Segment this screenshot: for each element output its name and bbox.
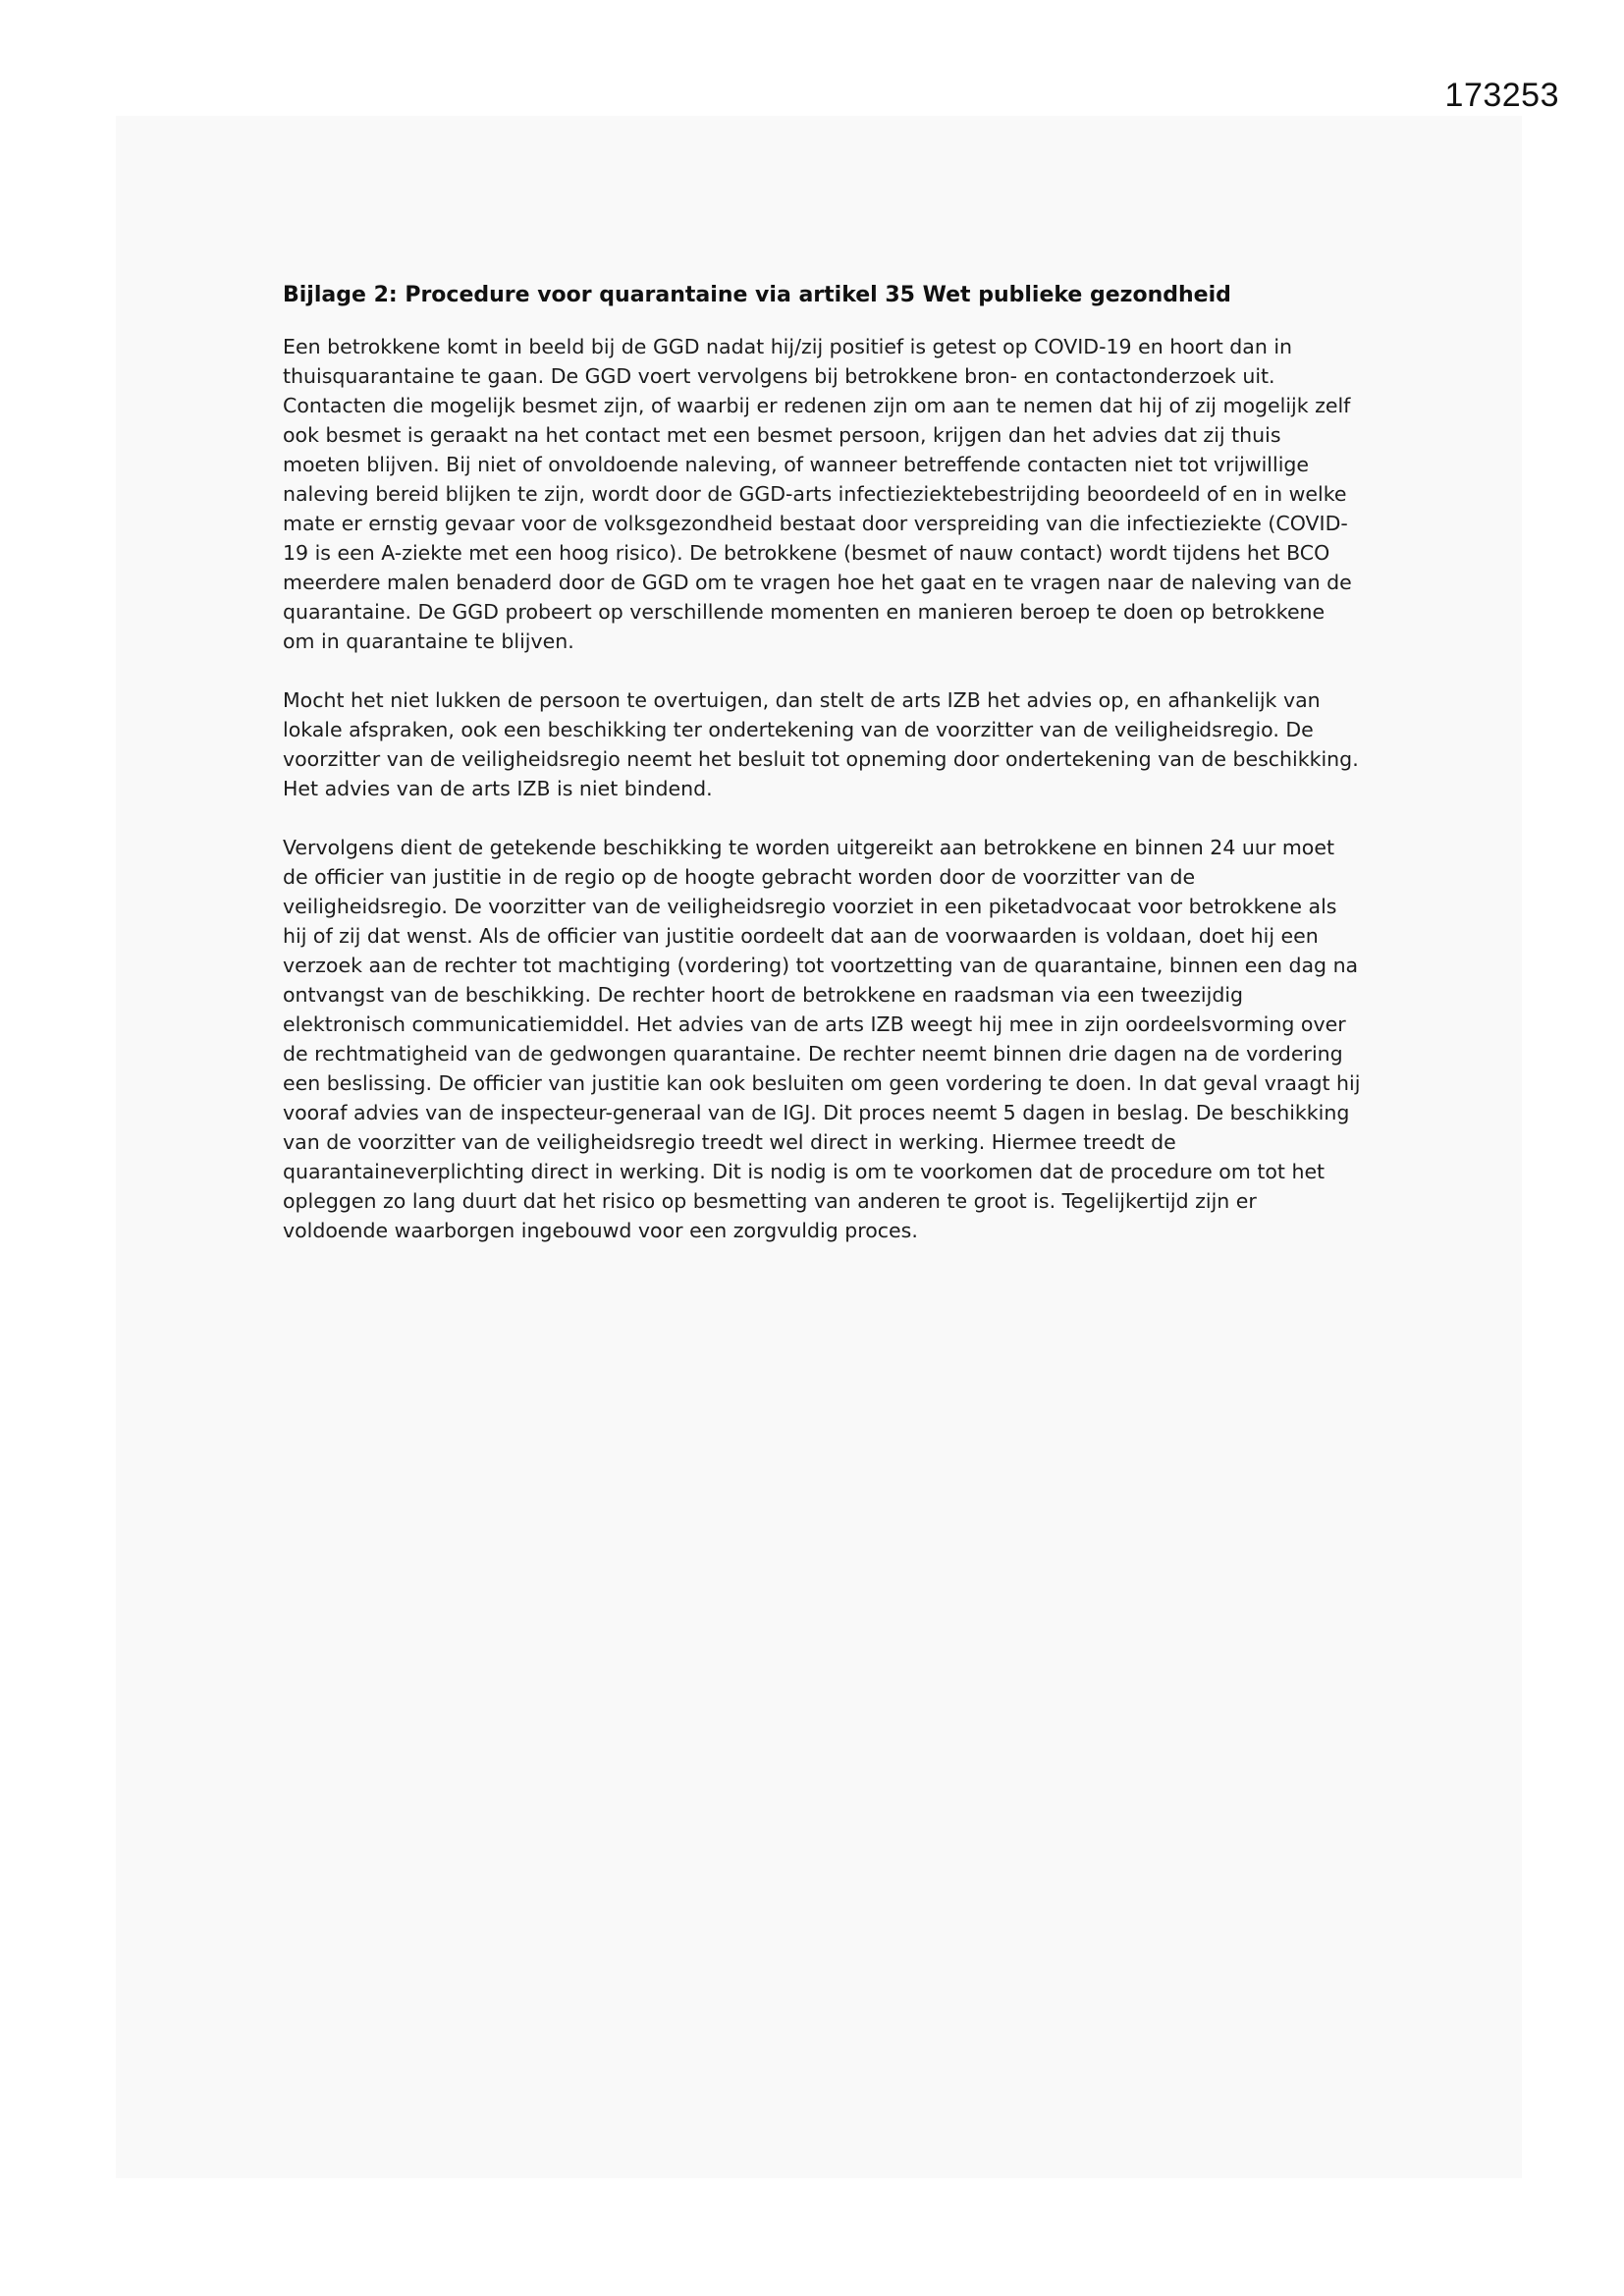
paragraph-judicial-review: Vervolgens dient de getekende beschikking te worden uitgereikt aan betrokkene en binnen 24 uur moet de officier van justitie in de regio op de hoogte gebracht worden door de voorzitter van de veiligheidsregio. De voorzitter van de veiligheidsregio voorziet in een piketadvocaat voor betrokkene als hij of zij dat wenst. Als de officier van justitie oordeelt dat aan de voorwaarden is voldaan, doet hij een verzoek aan de rechter tot machtiging (vordering) tot voortzetting van de quarantaine, binnen een dag na ontvangst van de beschikking. De rechter hoort de betrokkene en raadsman via een tweezijdig elektronisch communicatiemiddel. Het advies van de arts IZB weegt hij mee in zijn oordeelsvorming over de rechtmatigheid van de gedwongen quarantaine. De rechter neemt binnen drie dagen na de vordering een beslissing. De officier van justitie kan ook besluiten om geen vordering te doen. In dat geval vraagt hij vooraf advies van de inspecteur-generaal van de IGJ. Dit proces neemt 5 dagen in beslag. De beschikking van de voorzitter van de veiligheidsregio treedt wel direct in werking. Hiermee treedt de quarantaineverplichting direct in werking. Dit is nodig is om te voorkomen dat de procedure om tot het opleggen zo lang duurt dat het risico op besmetting van anderen te groot is. Tegelijkertijd zijn er voldoende waarborgen ingebouwd voor een zorgvuldig proces. xyxy=(283,836,1361,1242)
appendix-heading: Bijlage 2: Procedure voor quarantaine via artikel 35 Wet publieke gezondheid xyxy=(283,283,1231,307)
paragraph-advice-decision: Mocht het niet lukken de persoon te overtuigen, dan stelt de arts IZB het advies op, en afhankelijk van lokale afspraken, ook een beschikking ter ondertekening van de voorzitter van de veiligheidsregio. De voorzitter van de veiligheidsregio neemt het besluit tot opneming door ondertekening van de beschikking. Het advies van de arts IZB is niet bindend. xyxy=(283,688,1359,800)
document-number: 173253 xyxy=(1444,77,1559,114)
document-body xyxy=(283,281,1363,1275)
paragraph-bco-procedure: Een betrokkene komt in beeld bij de GGD nadat hij/zij positief is getest op COVID-19 en hoort dan in thuisquarantaine te gaan. De GGD voert vervolgens bij betrokkene bron- en contactonderzoek uit. Contacten die mogelijk besmet zijn, of waarbij er redenen zijn om aan te nemen dat hij of zij mogelijk zelf ook besmet is geraakt na het contact met een besmet persoon, krijgen dan het advies dat zij thuis moeten blijven. Bij niet of onvoldoende naleving, of wanneer betreffende contacten niet tot vrijwillige naleving bereid blijken te zijn, wordt door de GGD-arts infectieziektebestrijding beoordeeld of en in welke mate er ernstig gevaar voor de volksgezondheid bestaat door verspreiding van die infectieziekte (COVID-19 is een A-ziekte met een hoog risico). De betrokkene (besmet of nauw contact) wordt tijdens het BCO meerdere malen benaderd door de GGD om te vragen hoe het gaat en te vragen naar de naleving van de quarantaine. De GGD probeert op verschillende momenten en manieren beroep te doen op betrokkene om in quarantaine te blijven. xyxy=(283,335,1352,653)
